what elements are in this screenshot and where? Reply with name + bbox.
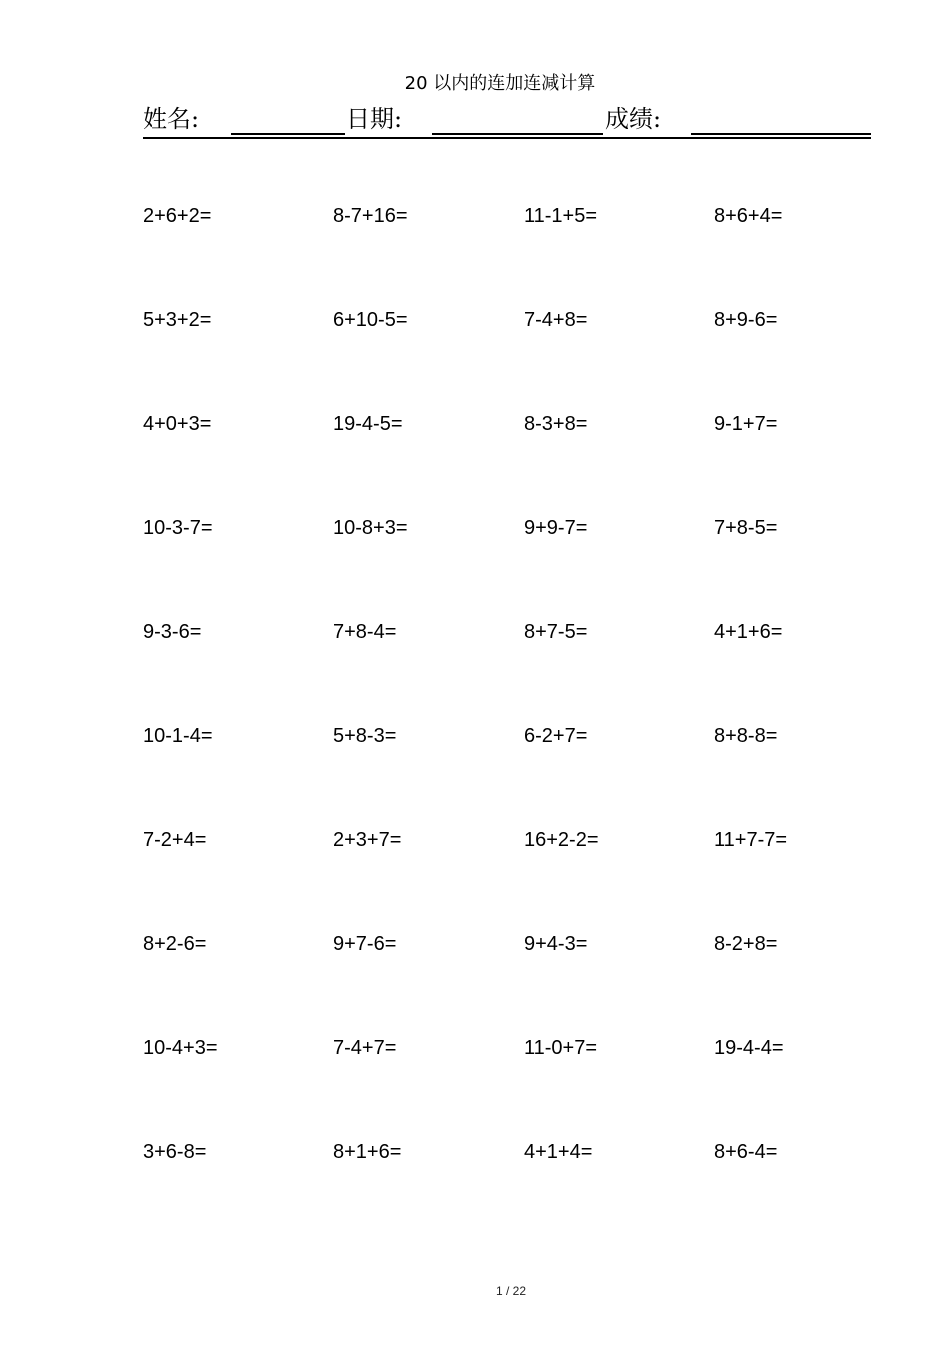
problem-grid [143,203,903,1243]
page-title: 20 以内的连加连减计算 [404,73,596,94]
math-problem: 11-1+5= [524,205,598,227]
name-blank [231,103,345,135]
math-problem: 8+9-6= [714,309,778,331]
header-rule [143,137,871,139]
date-blank [432,103,603,135]
problem-row [143,1035,903,1139]
math-problem: 10-1-4= [143,725,213,747]
math-problem: 8+8-8= [714,725,778,747]
score-label: 成绩: [605,105,662,133]
math-problem: 7-4+8= [524,309,588,331]
math-problem: 10-4+3= [143,1037,218,1059]
math-problem: 16+2-2= [524,829,599,851]
problem-row [143,619,903,723]
problem-row [143,411,903,515]
math-problem: 10-8+3= [333,517,408,539]
problem-row [143,515,903,619]
math-problem: 5+3+2= [143,309,212,331]
math-problem: 19-4-4= [714,1037,784,1059]
math-problem: 8-3+8= [524,413,588,435]
math-problem: 7+8-4= [333,621,397,643]
math-problem: 11-0+7= [524,1037,598,1059]
score-blank [691,103,871,135]
math-problem: 8+2-6= [143,933,207,955]
name-label: 姓名: [143,105,200,133]
problem-row [143,827,903,931]
math-problem: 10-3-7= [143,517,213,539]
math-problem: 3+6-8= [143,1141,207,1163]
math-problem: 8-2+8= [714,933,778,955]
math-problem: 8+1+6= [333,1141,402,1163]
page-number: 1 / 22 [495,1284,527,1298]
math-problem: 9+9-7= [524,517,588,539]
math-problem: 9+4-3= [524,933,588,955]
math-problem: 2+3+7= [333,829,402,851]
math-problem: 2+6+2= [143,205,212,227]
math-problem: 4+1+4= [524,1141,593,1163]
problem-row [143,203,903,307]
problem-row [143,723,903,827]
math-problem: 19-4-5= [333,413,403,435]
math-problem: 8-7+16= [333,205,408,227]
math-problem: 8+6-4= [714,1141,778,1163]
math-problem: 9-1+7= [714,413,778,435]
problem-row [143,1139,903,1243]
math-problem: 9-3-6= [143,621,202,643]
math-problem: 8+7-5= [524,621,588,643]
math-problem: 8+6+4= [714,205,783,227]
math-problem: 6-2+7= [524,725,588,747]
date-label: 日期: [346,105,403,133]
math-problem: 11+7-7= [714,829,788,851]
math-problem: 5+8-3= [333,725,397,747]
math-problem: 4+0+3= [143,413,212,435]
math-problem: 7-2+4= [143,829,207,851]
math-problem: 7-4+7= [333,1037,397,1059]
math-problem: 7+8-5= [714,517,778,539]
problem-row [143,931,903,1035]
problem-row [143,307,903,411]
math-problem: 4+1+6= [714,621,783,643]
math-problem: 9+7-6= [333,933,397,955]
student-info-header [143,103,871,137]
math-problem: 6+10-5= [333,309,408,331]
